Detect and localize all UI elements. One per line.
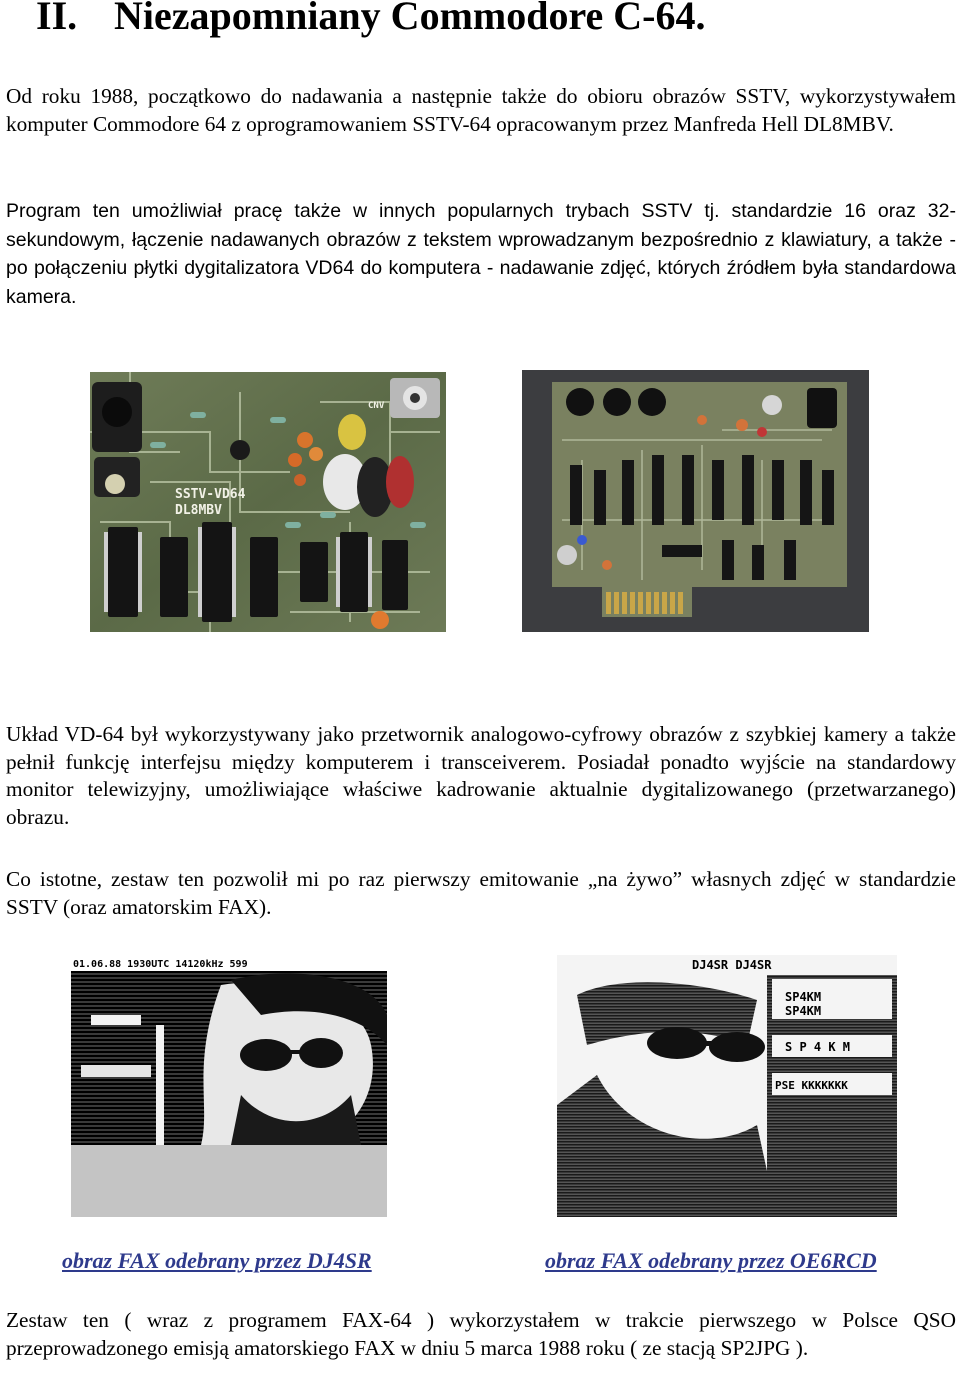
fax-callsign-line-2: SP4KM [785,1004,822,1018]
paragraph-program: Program ten umożliwiał pracę także w innych popularnych trybach SSTV tj. standardzie 16 oraz 32-sekundowym, łączenie nadawanych obrazów z tekstem wprowadzanym bezpośrednio z klawiatury, a także - po połączeniu płytki dygitalizatora VD64 do komputera - nadawanie zdjęć, których źródłem była standardowa kamera. [6,200,956,308]
paragraph-intro: Od roku 1988, początkowo do nadawania a następnie także do obioru obrazów SSTV, wykorzystywałem komputer Commodore 64 z oprogramowaniem SSTV-64 opracowanym przez Manfreda Hell DL8MBV. [6,84,956,136]
fax-callsign-top: DJ4SR DJ4SR [692,958,772,972]
photo-vd64-board-closeup [90,372,446,632]
fax-header-timestamp: 01.06.88 1930UTC 14120kHz 599 [73,959,248,970]
board-silk-label-1: SSTV-VD64 [175,487,246,502]
fax-callsign-line-1: SP4KM [785,990,822,1004]
paragraph-first-fax-qso: Zestaw ten ( wraz z programem FAX-64 ) wykorzystałem w trakcie pierwszego w Polsce QSO przeprowadzonego emisją amatorskiego FAX w dniu 5 marca 1988 roku ( ze stacją SP2JPG ). [6,1308,956,1360]
caption-fax-dj4sr: obraz FAX odebrany przez DJ4SR [62,1248,372,1273]
fax-pse-text: PSE KKKKKKK [775,1079,848,1092]
paragraph-vd64-description: Układ VD-64 był wykorzystywany jako przetwornik analogowo-cyfrowy obrazów z szybkiej kamery a także pełnił funkcję interfejsu między komputerem i transceiverem. Posiadał ponadto wyjście na standardowy monitor telewizyjny, umożliwiające właściwe kadrowanie aktualnie dygitalizowanego (przetwarzanego) obrazu. [6,722,956,829]
section-title: Niezapomniany Commodore C-64. [114,0,706,38]
paragraph-live-transmission: Co istotne, zestaw ten pozwolił mi po raz pierwszy emitowanie „na żywo” własnych zdjęć w standardzie SSTV (oraz amatorskim FAX). [6,867,956,919]
fax-image-dj4sr [71,955,387,1217]
caption-fax-oe6rcd: obraz FAX odebrany przez OE6RCD [545,1248,877,1273]
section-number: II. [36,0,78,38]
section-heading [36,0,705,40]
fax-callsign-line-3: S P 4 K M [785,1040,851,1054]
board-silk-label-2: DL8MBV [175,503,222,518]
photo-vd64-board-full [522,370,869,632]
board-silk-label-3: CNV [368,401,385,411]
fax-image-oe6rcd [557,955,897,1217]
